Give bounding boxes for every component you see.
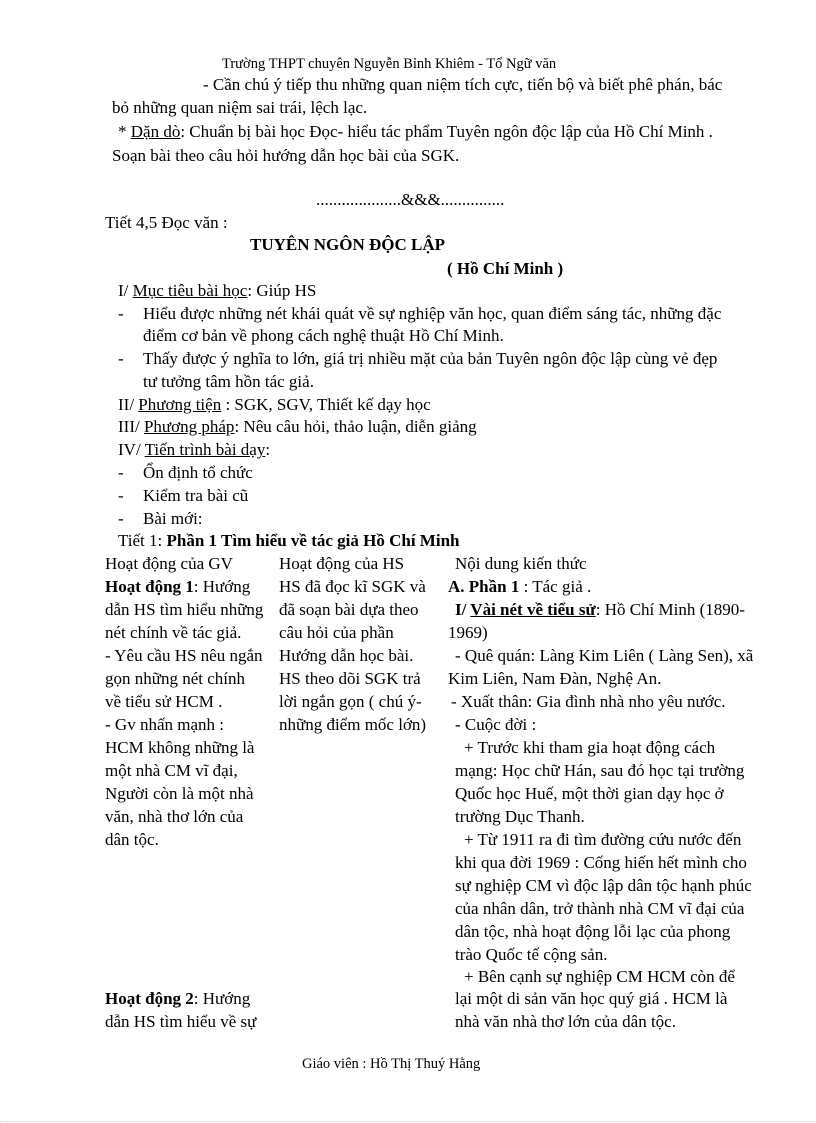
hs-line: HS theo dõi SGK trả (279, 669, 421, 688)
content-line (448, 576, 591, 597)
section-prefix: II/ (118, 395, 139, 414)
activity-2-text: : Hướng (193, 989, 251, 1008)
objective-line: Hiểu được những nét khái quát về sự nghiệp văn học, quan điểm sáng tác, những đặc (143, 304, 722, 323)
column-header-hs: Hoạt động của HS (279, 554, 405, 573)
bullet: - (118, 349, 124, 368)
step-item: Ổn định tổ chức (143, 463, 253, 482)
content-line: + Trước khi tham gia hoạt động cách (464, 738, 716, 757)
bullet: - (118, 509, 124, 528)
page-footer: Giáo viên : Hồ Thị Thuý Hằng (302, 1056, 481, 1072)
column-header-nd: Nội dung kiến thức (455, 554, 587, 573)
activity-1-text: : Hướng (193, 577, 251, 596)
gv-line: dẫn HS tìm hiểu những (105, 600, 264, 619)
bullet: - (118, 486, 124, 505)
activity-1-label: Hoạt động 1 (105, 577, 194, 596)
tieu-su-text: : Hồ Chí Minh (1890- (595, 600, 745, 619)
activity-2-label: Hoạt động 2 (105, 989, 194, 1008)
dan-do-text: : Chuẩn bị bài học Đọc- hiểu tác phẩm Tuyên ngôn độc lập của Hồ Chí Minh . (180, 122, 713, 141)
section-label: Phương tiện (138, 395, 222, 414)
section-text: : Nêu câu hỏi, thảo luận, diễn giảng (234, 417, 477, 436)
content-line: + Bên cạnh sự nghiệp CM HCM còn để (464, 967, 735, 986)
content-line: mạng: Học chữ Hán, sau đó học tại trường (455, 761, 745, 780)
tieu-su-label: Vài nét về tiểu sử (470, 600, 596, 619)
hs-line: Hướng dẫn học bài. (279, 646, 414, 665)
section-methods (118, 416, 477, 437)
section-process (118, 439, 270, 460)
content-line: của nhân dân, trở thành nhà CM vĩ đại của (455, 899, 745, 918)
objective-line: tư tưởng tâm hồn tác giả. (143, 372, 314, 391)
section-text: : (265, 440, 271, 459)
section-text: : SGK, SGV, Thiết kế dạy học (221, 395, 431, 414)
lesson-period: Tiết 4,5 Đọc văn : (105, 213, 228, 232)
gv-line: Người còn là một nhà (105, 784, 254, 803)
gv-line: về tiểu sử HCM . (105, 692, 223, 711)
gv-line: dân tộc. (105, 830, 159, 849)
column-header-gv: Hoạt động của GV (105, 554, 233, 573)
separator: ....................&&&............... (316, 190, 505, 209)
content-line: - Quê quán: Làng Kim Liên ( Làng Sen), xã (455, 646, 754, 665)
objective-line: Thấy được ý nghĩa to lớn, giá trị nhiều mặt của bản Tuyên ngôn độc lập cùng vẻ đẹp (143, 349, 718, 368)
content-line: - Cuộc đời : (455, 715, 537, 734)
gv-line: - Yêu cầu HS nêu ngắn (105, 646, 263, 665)
gv-line (105, 988, 250, 1009)
section-resources (118, 394, 431, 415)
section-objectives (118, 280, 316, 301)
hs-line: đã soạn bài dựa theo (279, 600, 419, 619)
hs-line: HS đã đọc kĩ SGK và (279, 577, 426, 596)
part-a-label: A. Phần 1 (448, 577, 520, 596)
content-line: - Xuất thân: Gia đình nhà nho yêu nước. (451, 692, 726, 711)
lesson-title: TUYÊN NGÔN ĐỘC LẬP (250, 235, 446, 254)
page-edge-divider (0, 1121, 816, 1122)
section-label: Mục tiêu bài học (132, 281, 248, 300)
content-line (455, 599, 745, 620)
gv-line: gọn những nét chính (105, 669, 246, 688)
section-prefix: I/ (118, 281, 133, 300)
gv-line: nét chính về tác giả. (105, 623, 242, 642)
hs-line: những điểm mốc lớn) (279, 715, 427, 734)
dan-do-prefix: * (118, 122, 131, 141)
gv-line: dẫn HS tìm hiểu về sự (105, 1012, 257, 1031)
tieu-su-prefix: I/ (455, 600, 471, 619)
section-text: : Giúp HS (247, 281, 317, 300)
objective-line: điểm cơ bản về phong cách nghệ thuật Hồ Chí Minh. (143, 326, 504, 345)
intro-line: - Cần chú ý tiếp thu những quan niệm tích cực, tiến bộ và biết phê phán, bác (203, 75, 723, 94)
gv-line: - Gv nhấn mạnh : (105, 715, 224, 734)
content-line: dân tộc, nhà hoạt động lỗi lạc của phong (455, 922, 731, 941)
intro-line: Soạn bài theo câu hỏi hướng dẫn học bài của SGK. (112, 146, 460, 165)
part1-title: Phần 1 Tìm hiểu về tác giả Hồ Chí Minh (166, 531, 460, 550)
step-item: Kiểm tra bài cũ (143, 486, 249, 505)
content-line: Quốc học Huế, một thời gian dạy học ở (455, 784, 724, 803)
part1-heading (118, 530, 459, 551)
section-label: Tiến trình bài dạy (144, 440, 266, 459)
content-line: Kim Liên, Nam Đàn, Nghệ An. (448, 669, 662, 688)
bullet: - (118, 463, 124, 482)
content-line: sự nghiệp CM vì độc lập dân tộc hạnh phúc (455, 876, 752, 895)
content-line: khi qua đời 1969 : Cống hiến hết mình cho (455, 853, 747, 872)
lesson-author: ( Hồ Chí Minh ) (447, 259, 564, 278)
section-prefix: IV/ (118, 440, 145, 459)
content-line: trào Quốc tế cộng sản. (455, 945, 608, 964)
gv-line: HCM không những là (105, 738, 255, 757)
gv-line: văn, nhà thơ lớn của (105, 807, 244, 826)
hs-line: câu hỏi của phần (279, 623, 394, 642)
page-header: Trường THPT chuyên Nguyễn Bỉnh Khiêm - Tổ Ngữ văn (222, 56, 557, 72)
content-line: 1969) (448, 623, 488, 642)
step-item: Bài mới: (143, 509, 203, 528)
section-prefix: III/ (118, 417, 144, 436)
content-line: lại một di sản văn học quý giá . HCM là (455, 989, 728, 1008)
hs-line: lời ngắn gọn ( chú ý- (279, 692, 422, 711)
intro-line: bỏ những quan niệm sai trái, lệch lạc. (112, 98, 368, 117)
part-a-text: : Tác giả . (519, 577, 592, 596)
content-line: nhà văn nhà thơ lớn của dân tộc. (455, 1012, 676, 1031)
part1-prefix: Tiết 1: (118, 531, 167, 550)
gv-line (105, 576, 250, 597)
section-label: Phương pháp (143, 417, 235, 436)
dan-do-label: Dặn dò (130, 122, 181, 141)
dan-do-line (118, 121, 713, 142)
content-line: + Từ 1911 ra đi tìm đường cứu nước đến (464, 830, 742, 849)
content-line: trường Dục Thanh. (455, 807, 585, 826)
bullet: - (118, 304, 124, 323)
gv-line: một nhà CM vĩ đại, (105, 761, 238, 780)
